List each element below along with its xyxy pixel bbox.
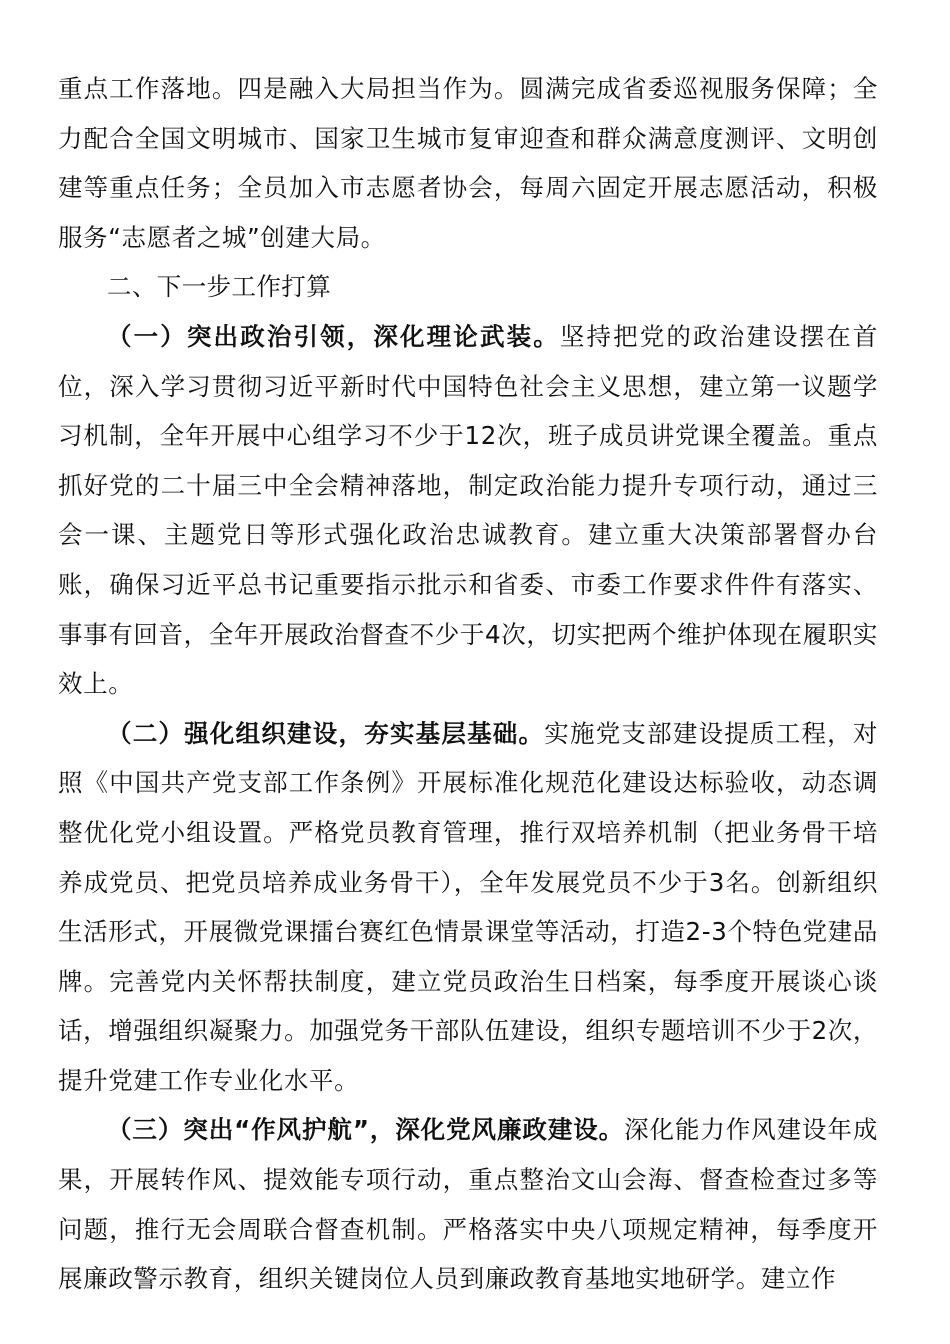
paragraph-3	[58, 709, 878, 1106]
paragraph-2	[58, 312, 878, 709]
paragraph-1: 重点工作落地。四是融入大局担当作为。圆满完成省委巡视服务保障；全力配合全国文明城市、国家卫生城市复审迎查和群众满意度测评、文明创建等重点任务；全员加入市志愿者协会，每周六固定开展志愿活动，积极服务“志愿者之城”创建大局。	[58, 74, 878, 252]
section-heading: 二、下一步工作打算	[107, 272, 332, 302]
paragraph-4-lead: （三）突出“作风护航”，深化党风廉政建设。	[107, 1115, 625, 1145]
paragraph-2-body: 坚持把党的政治建设摆在首位，深入学习贯彻习近平新时代中国特色社会主义思想，建立第一议题学习机制，全年开展中心组学习不少于12次，班子成员讲党课全覆盖。重点抓好党的二十届三中全会精神落地，制定政治能力提升专项行动，通过三会一课、主题党日等形式强化政治忠诚教育。建立重大决策部署督办台账，确保习近平总书记重要指示批示和省委、市委工作要求件件有落实、事事有回音，全年开展政治督查不少于4次，切实把两个维护体现在履职实效上。	[58, 321, 879, 699]
paragraph-4-body: 深化能力作风建设年成果，开展转作风、提效能专项行动，重点整治文山会海、督查检查过多等问题，推行无会周联合督查机制。严格落实中央八项规定精神，每季度开展廉政警示教育，组织关键岗位人员到廉政教育基地实地研学。建立作	[58, 1115, 878, 1294]
paragraph-2-lead: （一）突出政治引领，深化理论武装。	[107, 321, 560, 351]
paragraph-3-lead: （二）强化组织建设，夯实基层基础。	[107, 718, 545, 748]
paragraph-3-body: 实施党支部建设提质工程，对照《中国共产党支部工作条例》开展标准化规范化建设达标验收，动态调整优化党小组设置。严格党员教育管理，推行双培养机制（把业务骨干培养成党员、把党员培养成业务骨干），全年发展党员不少于3名。创新组织生活形式，开展微党课擂台赛红色情景课堂等活动，打造2-3个特色党建品牌。完善党内关怀帮扶制度，建立党员政治生日档案，每季度开展谈心谈话，增强组织凝聚力。加强党务干部队伍建设，组织专题培训不少于2次，提升党建工作专业化水平。	[58, 718, 878, 1095]
paragraph-4	[58, 1105, 878, 1303]
document-page	[58, 64, 878, 1304]
